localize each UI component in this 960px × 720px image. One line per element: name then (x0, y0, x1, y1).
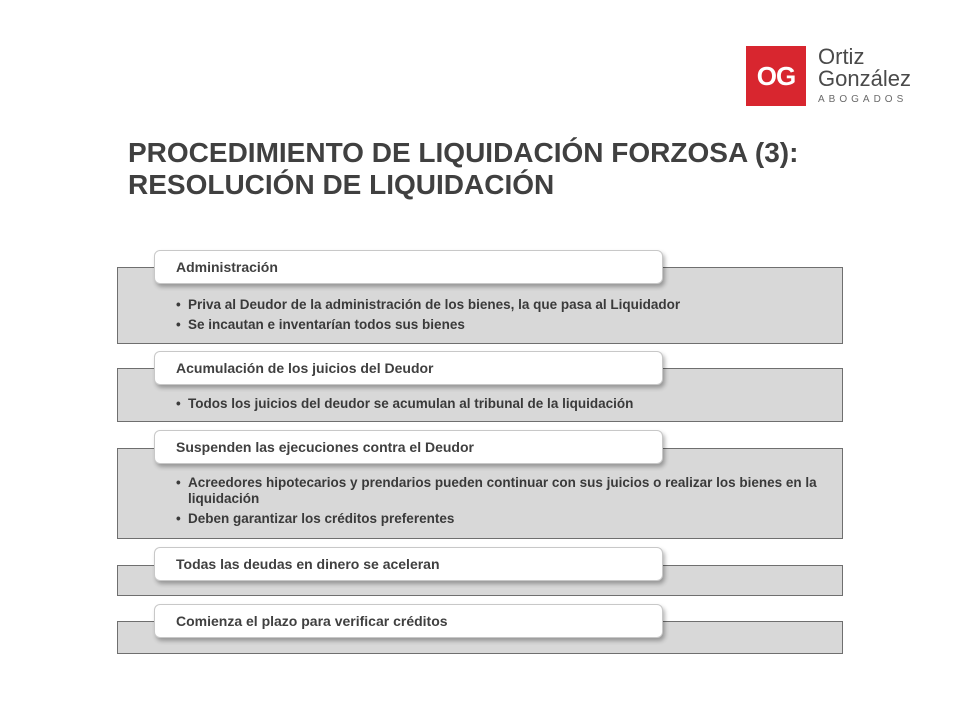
bullet-list (176, 297, 822, 337)
logo-name-second: González (818, 66, 911, 91)
logo-tagline: ABOGADOS (818, 94, 908, 105)
bullet-item: • Acreedores hipotecarios y prendarios pueden continuar con sus juicios o realizar los bienes en la liquidación (176, 475, 822, 507)
bullet-item: • Todos los juicios del deudor se acumulan al tribunal de la liquidación (176, 396, 822, 412)
section-header-acumulacion: Acumulación de los juicios del Deudor (154, 351, 663, 385)
logo-name-first: Ortiz (818, 44, 865, 69)
logo-initials: OG (756, 60, 796, 91)
bullet-item: • Priva al Deudor de la administración de los bienes, la que pasa al Liquidador (176, 297, 822, 313)
bullet-list (176, 475, 822, 531)
section-header-administracion: Administración (154, 250, 663, 284)
section-header-ejecuciones: Suspenden las ejecuciones contra el Deudor (154, 430, 663, 464)
logo-mark (746, 46, 806, 106)
logo-wordmark (818, 46, 911, 105)
bullet-item: • Deben garantizar los créditos preferentes (176, 511, 822, 527)
slide-title: PROCEDIMIENTO DE LIQUIDACIÓN FORZOSA (3): RESOLUCIÓN DE LIQUIDACIÓN (128, 137, 799, 200)
section-header-deudas: Todas las deudas en dinero se aceleran (154, 547, 663, 581)
bullet-item: • Se incautan e inventarían todos sus bienes (176, 317, 822, 333)
bullet-list (176, 396, 822, 416)
section-header-plazo: Comienza el plazo para verificar créditos (154, 604, 663, 638)
